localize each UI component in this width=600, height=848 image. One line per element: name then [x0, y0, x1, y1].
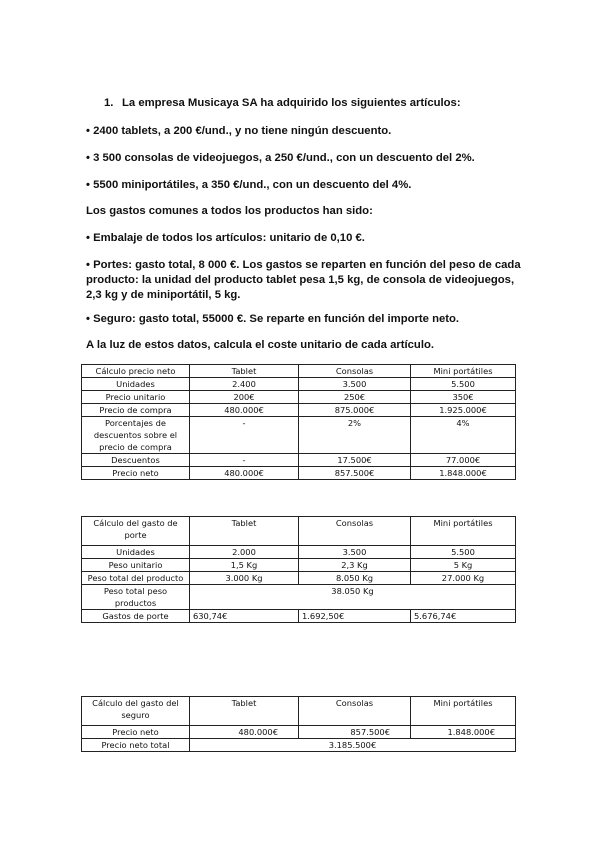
table-header-cell: Cálculo del gasto de porte — [82, 517, 190, 546]
table-cell: 875.000€ — [299, 404, 411, 417]
question-number: 1. — [104, 97, 114, 109]
table-row — [82, 572, 516, 585]
table-cell: 1.848.000€ — [411, 467, 516, 480]
row-label: Precio unitario — [82, 391, 190, 404]
row-label: Peso unitario — [82, 559, 190, 572]
table-cell: 1,5 Kg — [190, 559, 299, 572]
question-prompt: A la luz de estos datos, calcula el coste unitario de cada artículo. — [86, 339, 435, 351]
table-cell: 8.050 Kg — [299, 572, 411, 585]
table-cell: 17.500€ — [299, 454, 411, 467]
table-cell: 200€ — [190, 391, 299, 404]
shipping-cost-table — [81, 516, 516, 623]
table-header-cell: Cálculo del gasto del seguro — [82, 697, 190, 726]
table-cell: 3.500 — [299, 378, 411, 391]
table-row — [82, 467, 516, 480]
table-header-cell: Consolas — [299, 365, 411, 378]
table-header-cell: Mini portátiles — [411, 365, 516, 378]
table-header-row — [82, 517, 516, 546]
row-label: Precio de compra — [82, 404, 190, 417]
item-consoles: • 3 500 consolas de videojuegos, a 250 €/und., con un descuento del 2%. — [86, 152, 475, 164]
table-cell: 27.000 Kg — [411, 572, 516, 585]
table-cell: 5 Kg — [411, 559, 516, 572]
row-label: Unidades — [82, 546, 190, 559]
table-header-row — [82, 365, 516, 378]
table-row — [82, 417, 516, 454]
table-header-cell: Mini portátiles — [411, 697, 516, 726]
common-costs-intro: Los gastos comunes a todos los productos han sido: — [86, 205, 373, 217]
row-label: Peso total del producto — [82, 572, 190, 585]
table-row — [82, 726, 516, 739]
table-header-cell: Tablet — [190, 517, 299, 546]
item-tablets: • 2400 tablets, a 200 €/und., y no tiene ningún descuento. — [86, 125, 392, 137]
table-row — [82, 739, 516, 752]
table-header-cell: Tablet — [190, 697, 299, 726]
table-cell: 5.676,74€ — [411, 610, 516, 623]
table-cell: 1.848.000€ — [411, 726, 516, 739]
table-cell: 5.500 — [411, 378, 516, 391]
table-cell: 350€ — [411, 391, 516, 404]
table-cell: 857.500€ — [299, 467, 411, 480]
table-header-row — [82, 697, 516, 726]
item-miniportables: • 5500 miniportátiles, a 350 €/und., con un descuento del 4%. — [86, 179, 412, 191]
table-row — [82, 378, 516, 391]
row-label: Unidades — [82, 378, 190, 391]
cost-packaging: • Embalaje de todos los artículos: unitario de 0,10 €. — [86, 232, 365, 244]
table-header-cell: Cálculo precio neto — [82, 365, 190, 378]
table-cell: - — [190, 454, 299, 467]
table-cell: 630,74€ — [190, 610, 299, 623]
total-weight-value: 38.050 Kg — [190, 585, 516, 610]
table-cell: 480.000€ — [190, 726, 299, 739]
row-label: Descuentos — [82, 454, 190, 467]
table-cell: 2.400 — [190, 378, 299, 391]
total-net-price-value: 3.185.500€ — [190, 739, 516, 752]
question-text: La empresa Musicaya SA ha adquirido los siguientes artículos: — [122, 97, 461, 109]
table-cell: - — [190, 417, 299, 454]
table-cell: 857.500€ — [299, 726, 411, 739]
table-cell: 3.500 — [299, 546, 411, 559]
table-cell: 3.000 Kg — [190, 572, 299, 585]
table-row — [82, 404, 516, 417]
table-cell: 4% — [411, 417, 516, 454]
row-label: Peso total peso productos — [82, 585, 190, 610]
table-cell: 2.000 — [190, 546, 299, 559]
row-label: Gastos de porte — [82, 610, 190, 623]
table-header-cell: Mini portátiles — [411, 517, 516, 546]
table-cell: 77.000€ — [411, 454, 516, 467]
table-row — [82, 610, 516, 623]
table-cell: 480.000€ — [190, 404, 299, 417]
row-label: Precio neto total — [82, 739, 190, 752]
table-cell: 5.500 — [411, 546, 516, 559]
table-row — [82, 546, 516, 559]
table-header-cell: Consolas — [299, 697, 411, 726]
table-row — [82, 391, 516, 404]
row-label: Porcentajes de descuentos sobre el precio de compra — [82, 417, 190, 454]
table-cell: 480.000€ — [190, 467, 299, 480]
row-label: Precio neto — [82, 467, 190, 480]
table-row — [82, 559, 516, 572]
question-title — [104, 96, 524, 111]
table-cell: 2% — [299, 417, 411, 454]
cost-insurance: • Seguro: gasto total, 55000 €. Se reparte en función del importe neto. — [86, 313, 460, 325]
net-price-table — [81, 364, 516, 480]
cost-shipping: • Portes: gasto total, 8 000 €. Los gastos se reparten en función del peso de cada producto: la unidad del producto tablet pesa 1,5 kg, de consola de videojuegos, 2,3 kg y de miniportátil, 5 kg. — [86, 259, 521, 301]
table-header-cell: Consolas — [299, 517, 411, 546]
table-cell: 2,3 Kg — [299, 559, 411, 572]
table-cell: 1.692,50€ — [299, 610, 411, 623]
table-header-cell: Tablet — [190, 365, 299, 378]
insurance-cost-table — [81, 696, 516, 752]
table-cell: 250€ — [299, 391, 411, 404]
table-row — [82, 454, 516, 467]
table-row — [82, 585, 516, 610]
row-label: Precio neto — [82, 726, 190, 739]
table-cell: 1.925.000€ — [411, 404, 516, 417]
